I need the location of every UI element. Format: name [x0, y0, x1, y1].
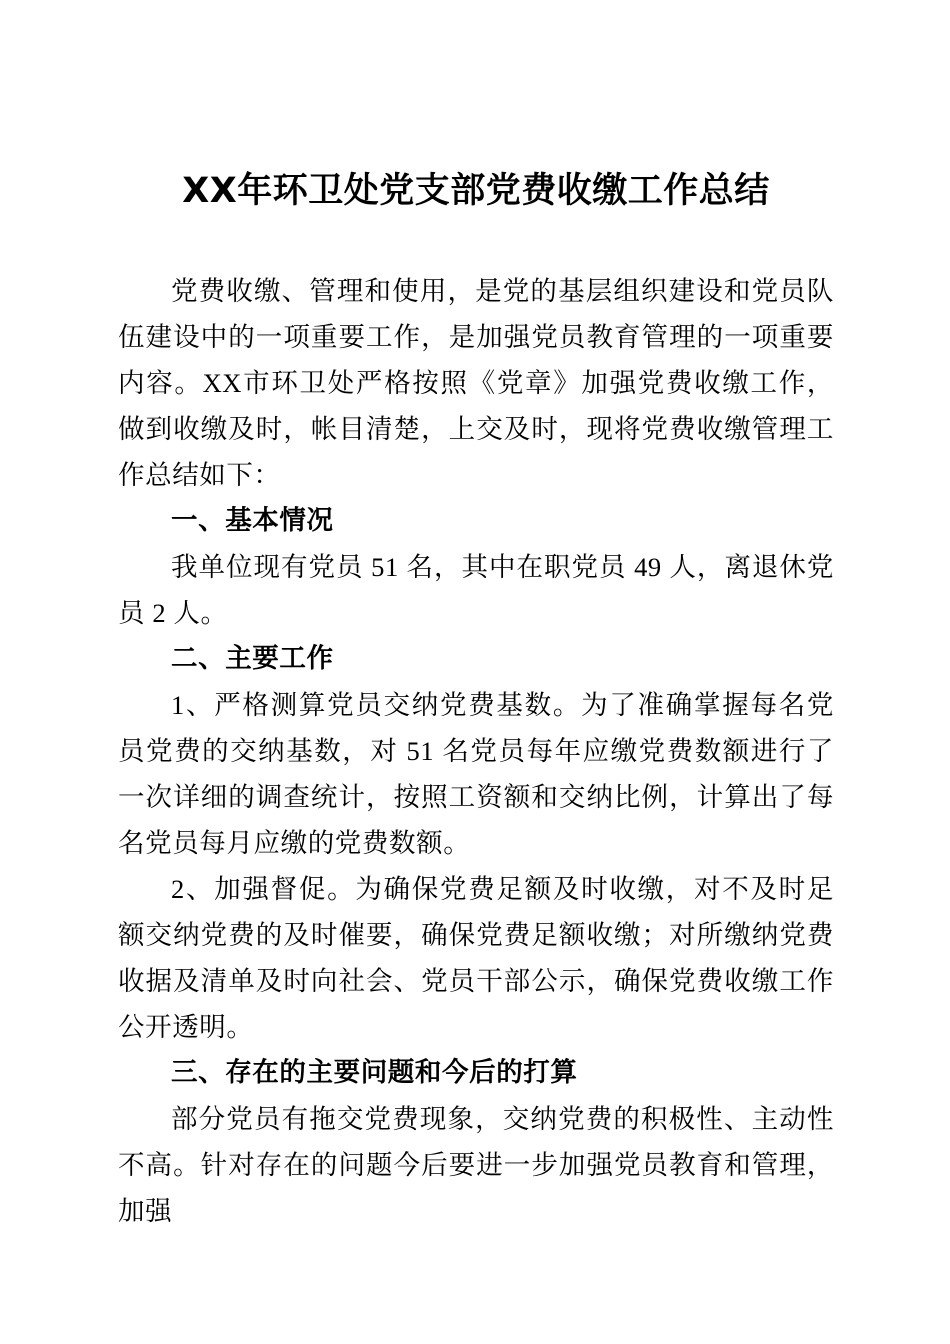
section-2-item-2: 2、加强督促。为确保党费足额及时收缴，对不及时足额交纳党费的及时催要，确保党费足额收缴；对所缴纳党费收据及清单及时向社会、党员干部公示，确保党费收缴工作公开透明。 — [118, 874, 834, 1042]
section-2-item-1: 1、严格测算党员交纳党费基数。为了准确掌握每名党员党费的交纳基数，对 51 名党员每年应缴党费数额进行了一次详细的调查统计，按照工资额和交纳比例，计算出了每名党员每月应缴的党费数额。 — [118, 690, 834, 858]
document-content — [118, 268, 834, 1234]
section-heading-2: 二、主要工作 — [171, 643, 334, 674]
section-heading-1: 一、基本情况 — [171, 505, 334, 536]
section-3-paragraph: 部分党员有拖交党费现象，交纳党费的积极性、主动性不高。针对存在的问题今后要进一步加强党员教育和管理，加强 — [118, 1104, 834, 1226]
section-heading-3: 三、存在的主要问题和今后的打算 — [171, 1057, 578, 1088]
document-title: XX年环卫处党支部党费收缴工作总结 — [182, 171, 770, 211]
section-1-paragraph: 我单位现有党员 51 名，其中在职党员 49 人，离退休党员 2 人。 — [118, 552, 834, 628]
intro-paragraph: 党费收缴、管理和使用，是党的基层组织建设和党员队伍建设中的一项重要工作，是加强党员教育管理的一项重要内容。XX市环卫处严格按照《党章》加强党费收缴工作，做到收缴及时，帐目清楚，上交及时，现将党费收缴管理工作总结如下： — [118, 276, 834, 490]
